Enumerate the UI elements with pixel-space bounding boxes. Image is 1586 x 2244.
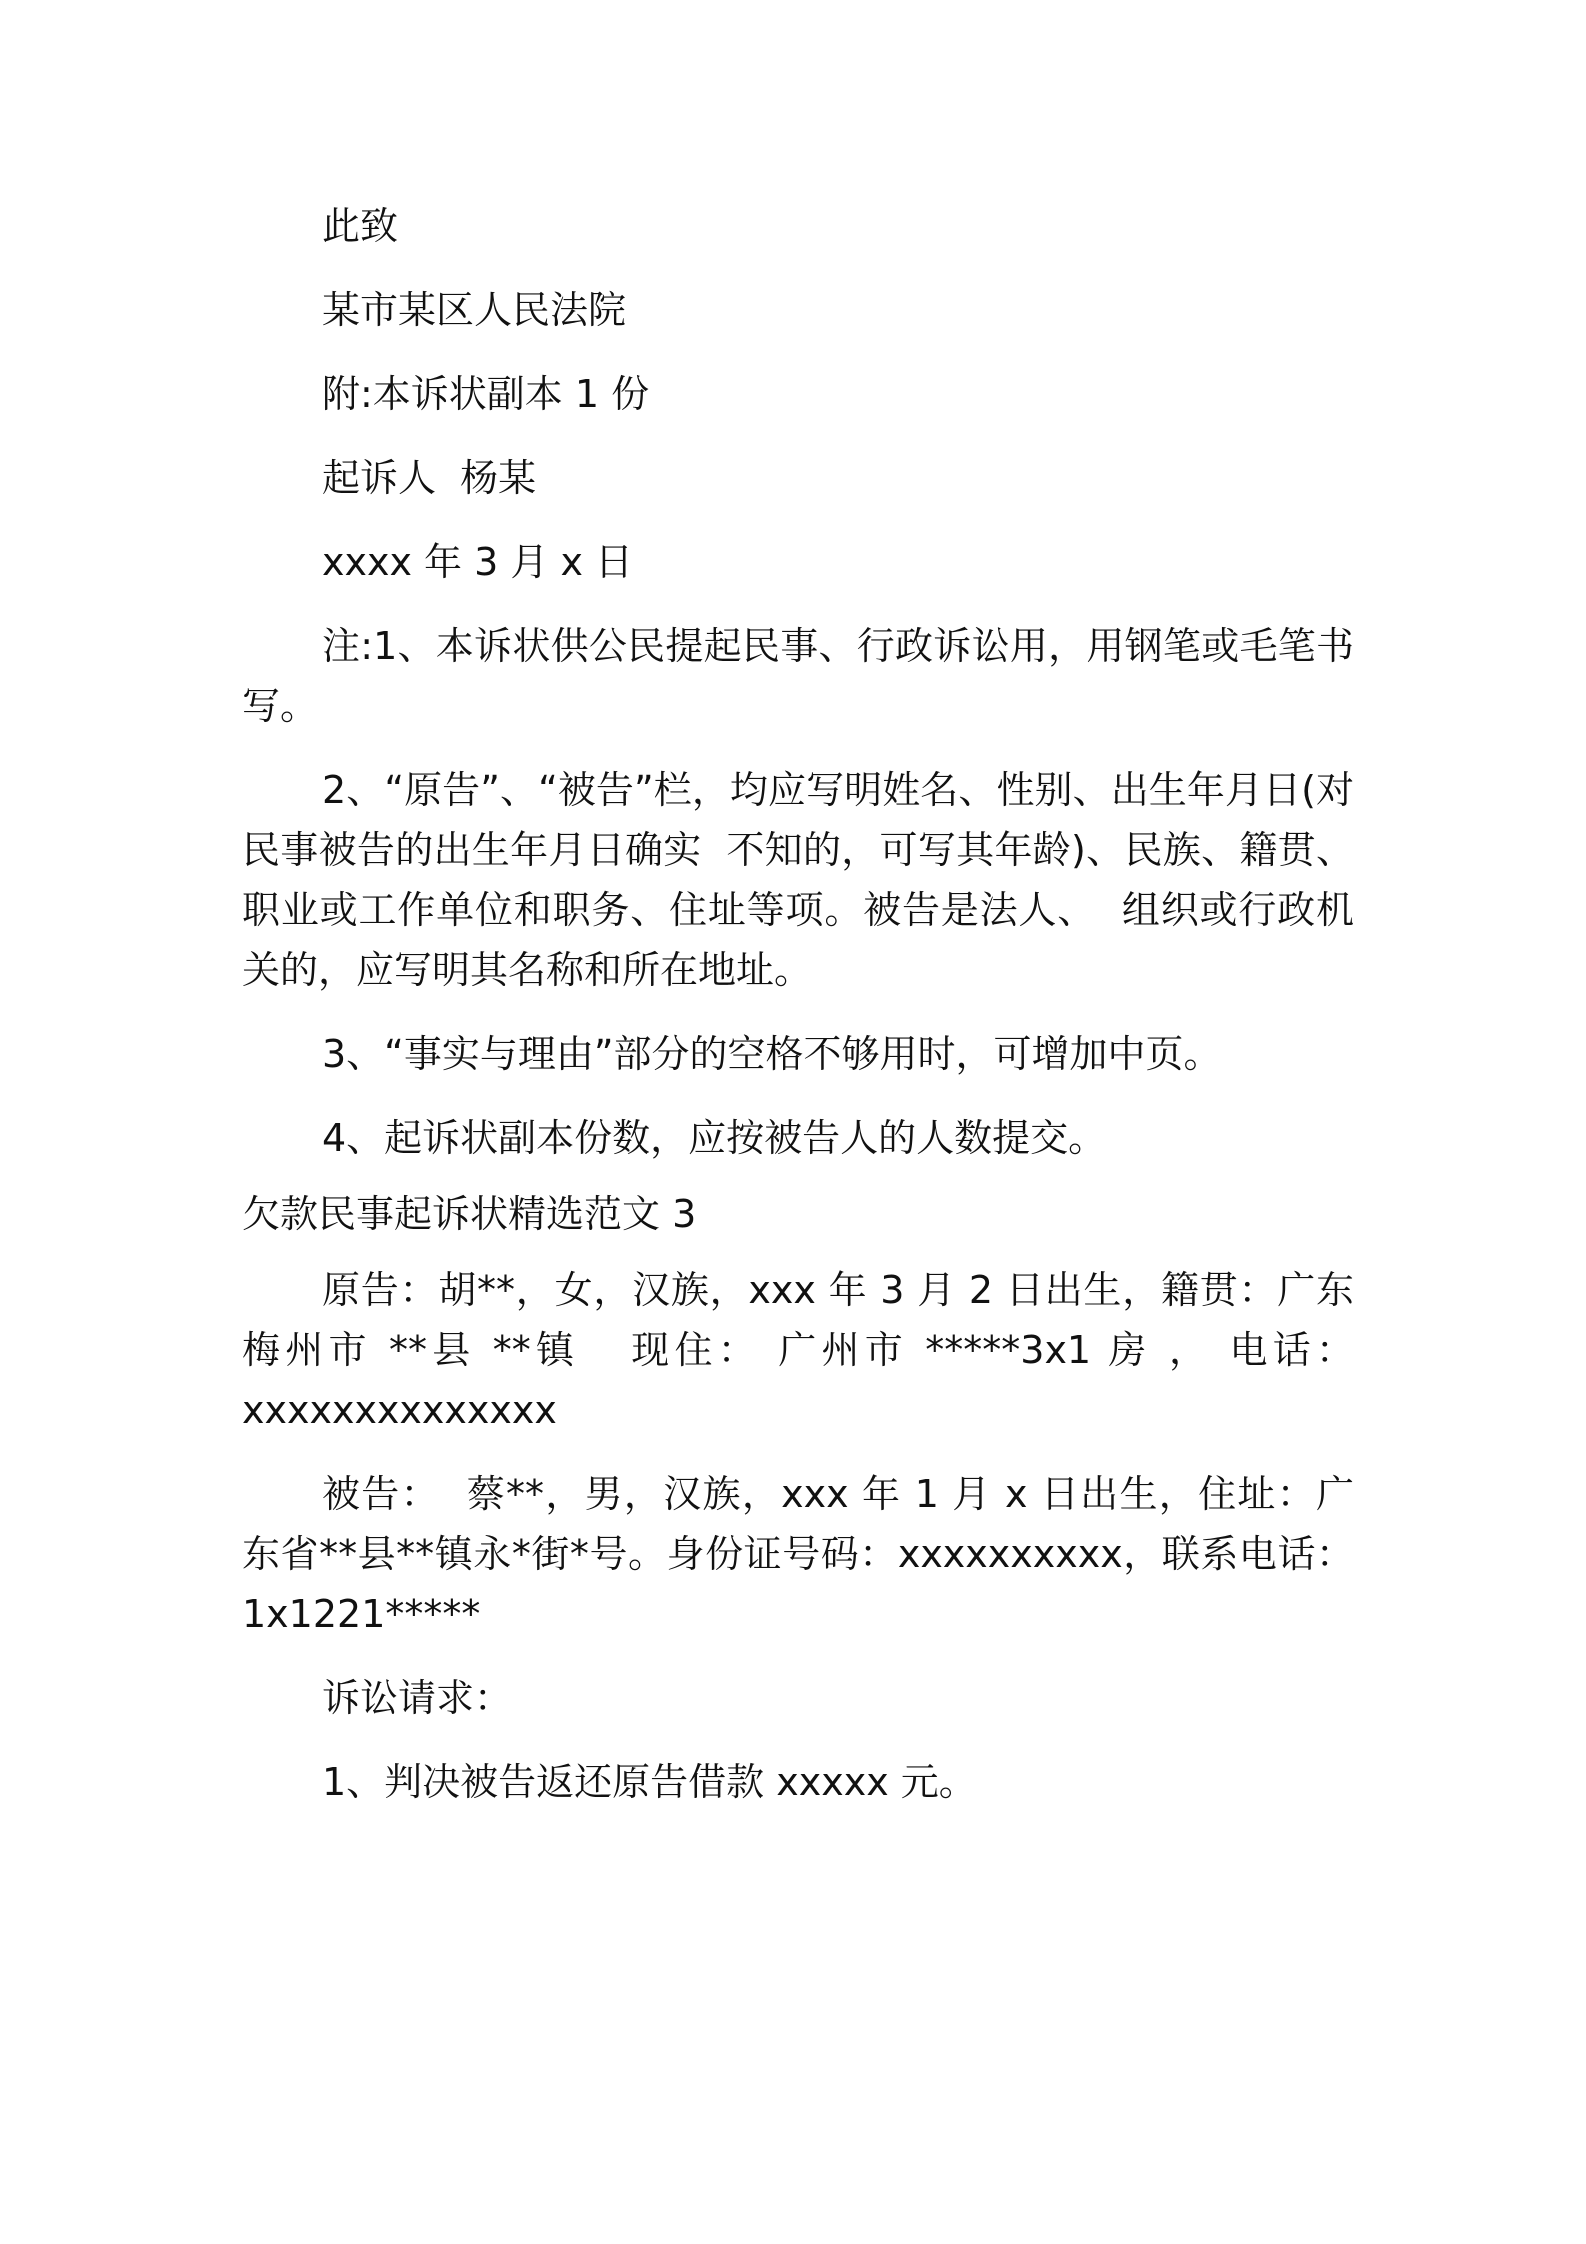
note-2: 2、“原告”、“被告”栏，均应写明姓名、性别、出生年月日(对民事被告的出生年月日确实 不知的，可写其年龄)、民族、籍贯、职业或工作单位和职务、住址等项。被告是法人、 组织或行政机关的，应写明其名称和所在地址。	[242, 768, 1354, 992]
note-4: 4、起诉状副本份数，应按被告人的人数提交。	[322, 1116, 1107, 1160]
note-1: 注:1、本诉状供公民提起民事、行政诉讼用，用钢笔或毛笔书写。	[242, 624, 1354, 728]
plaintiff-signature: 起诉人 杨某	[322, 456, 537, 500]
document-body	[242, 196, 1354, 1812]
court-name: 某市某区人民法院	[322, 288, 627, 332]
note-3: 3、“事实与理由”部分的空格不够用时，可增加中页。	[322, 1032, 1222, 1076]
attachment-note: 附:本诉状副本 1 份	[322, 372, 650, 416]
section-title: 欠款民事起诉状精选范文 3	[242, 1192, 697, 1236]
claim-1: 1、判决被告返还原告借款 xxxxx 元。	[322, 1760, 977, 1804]
filing-date: xxxx 年 3 月 x 日	[322, 540, 634, 584]
claims-heading: 诉讼请求：	[322, 1676, 513, 1720]
plaintiff-info: 原告：胡**，女，汉族，xxx 年 3 月 2 日出生，籍贯：广东梅州市 **县 **镇 现住： 广州市 *****3x1 房 ， 电话：xxxxxxxxxxxxxx	[242, 1268, 1354, 1432]
defendant-info: 被告： 蔡**，男，汉族，xxx 年 1 月 x 日出生，住址：广东省**县**镇永*街*号。身份证号码：xxxxxxxxxx，联系电话：1x1221*****	[242, 1472, 1354, 1636]
salutation: 此致	[322, 204, 399, 248]
